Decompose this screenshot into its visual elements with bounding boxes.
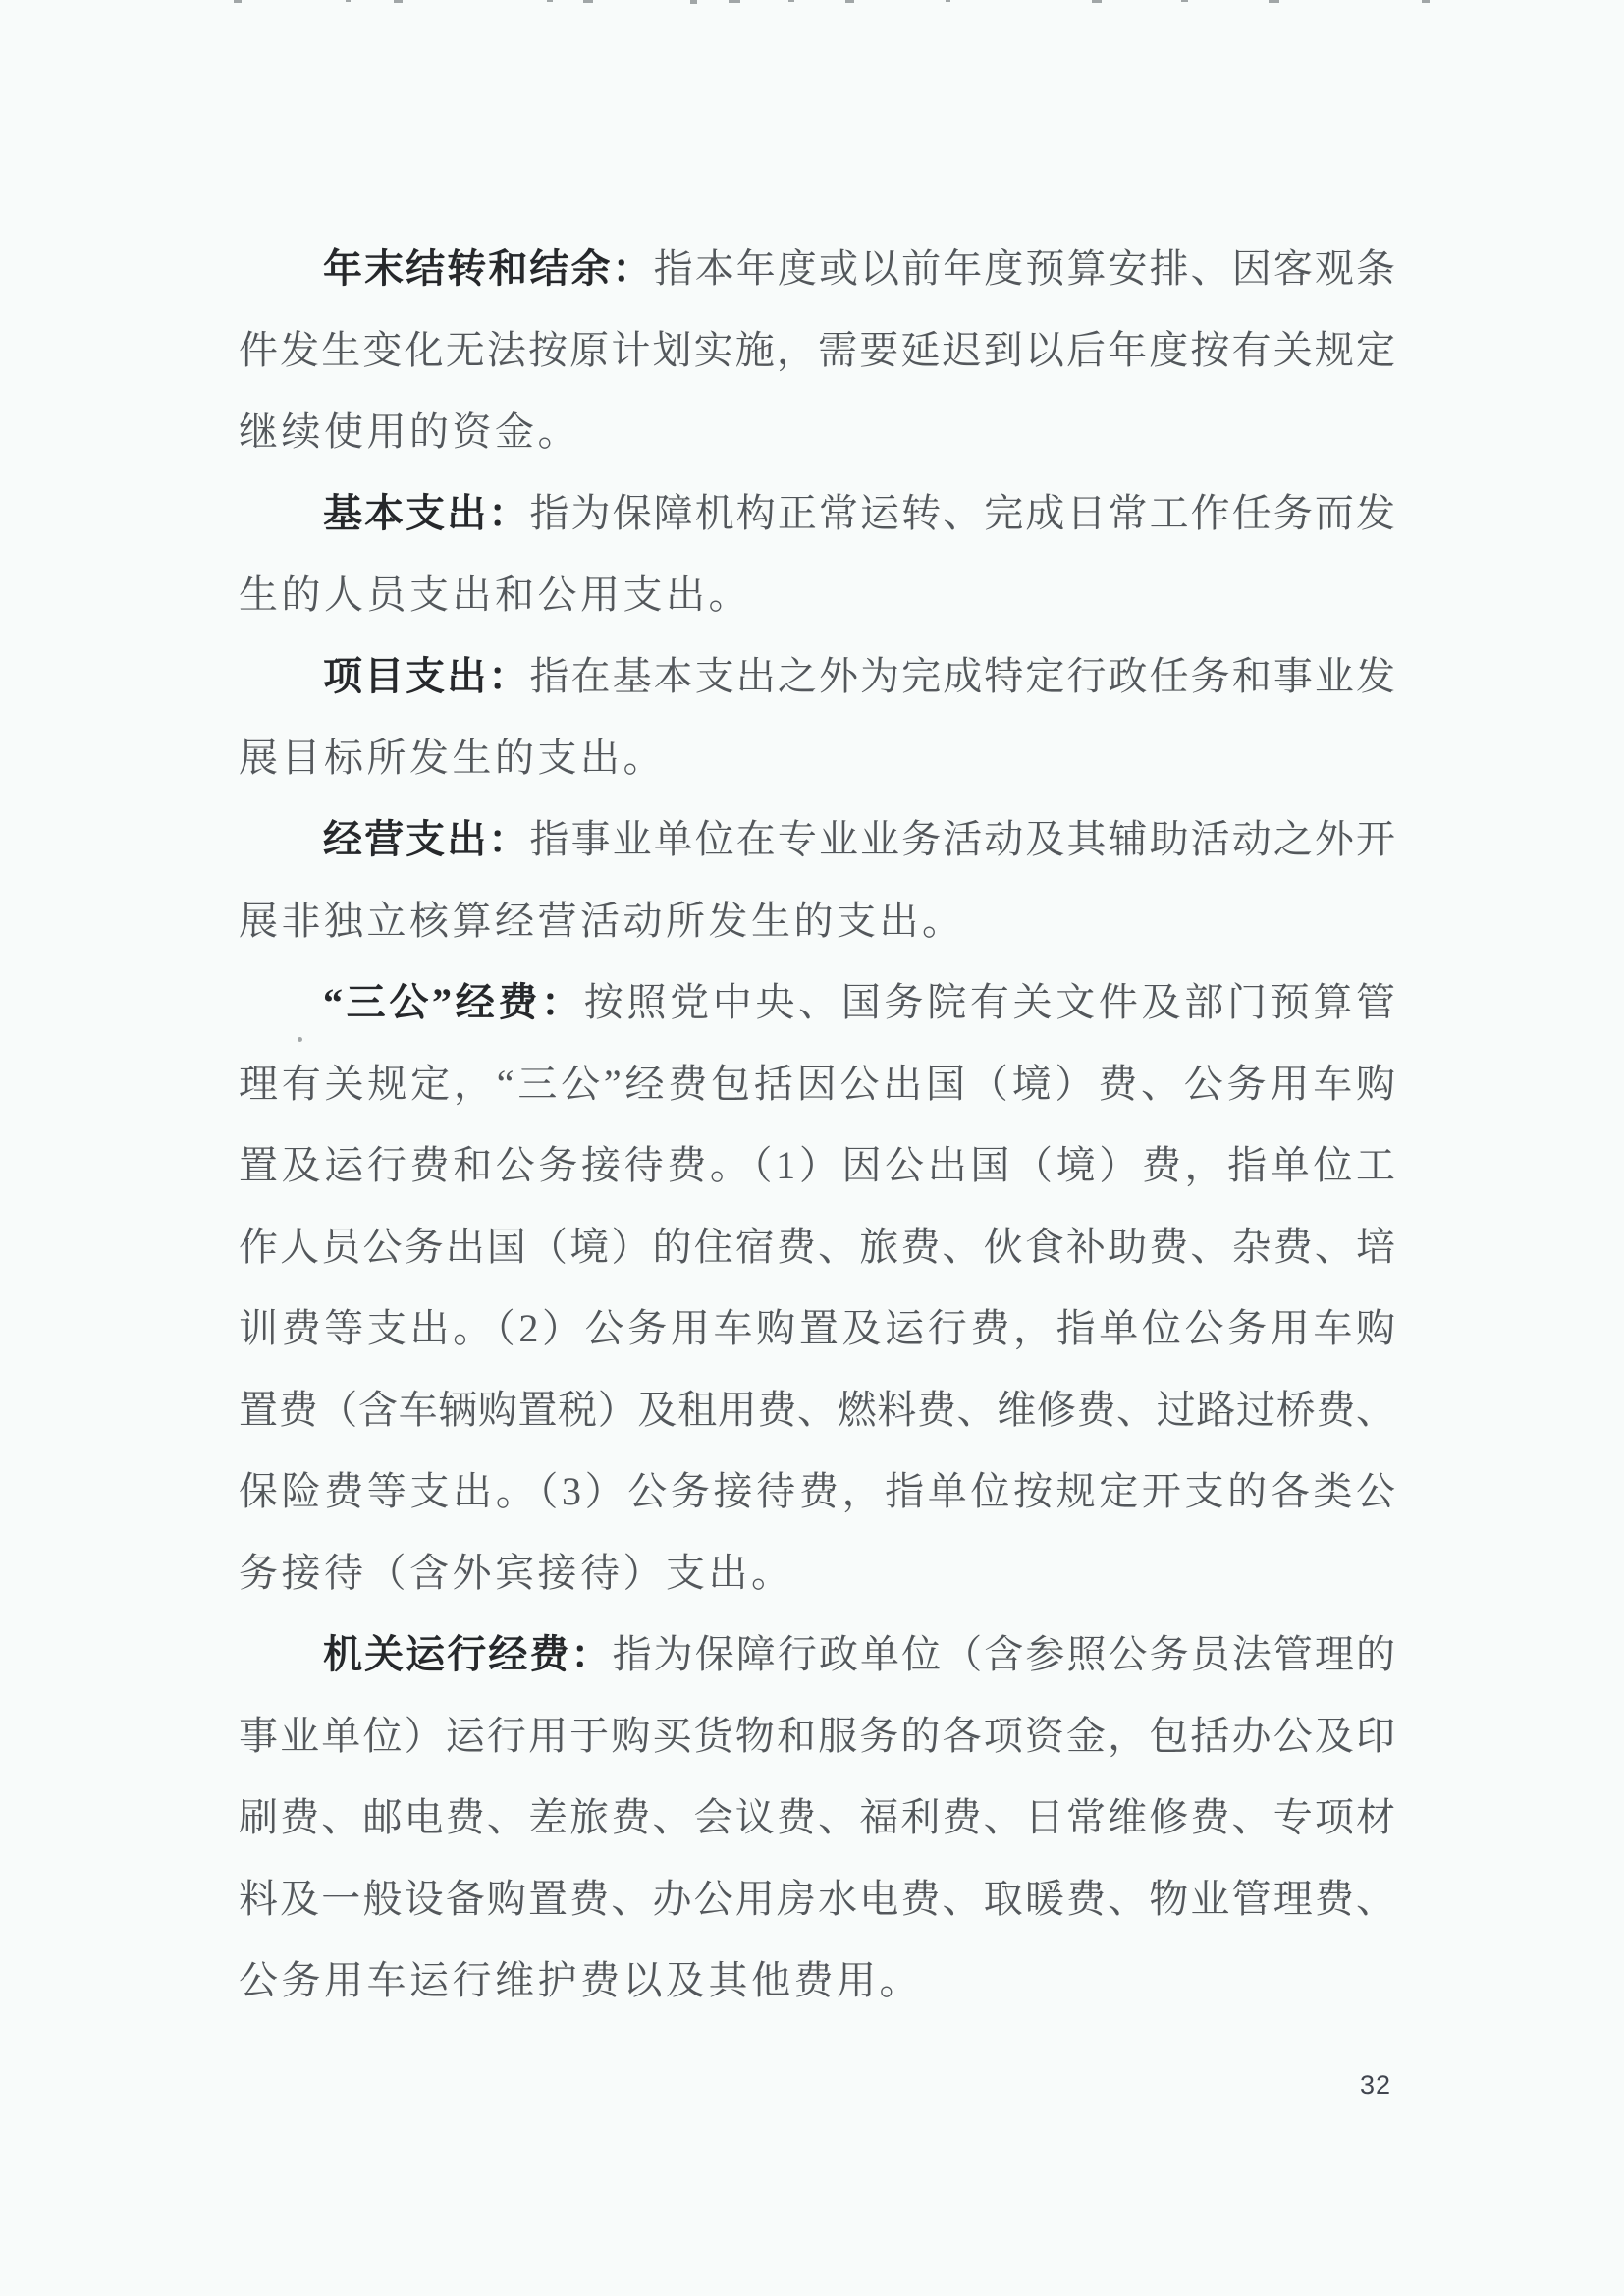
text-line <box>239 554 1395 635</box>
text-line <box>239 1043 1395 1124</box>
text-line <box>239 1450 1395 1532</box>
line-text: 指在基本支出之外为完成特定行政任务和事业发 <box>529 654 1395 698</box>
term-label: 年末结转和结余： <box>323 246 654 291</box>
line-text: 指本年度或以前年度预算安排、因客观条 <box>653 246 1395 291</box>
scan-edge-artifacts <box>0 0 1624 8</box>
text-line <box>239 1369 1395 1450</box>
text-line <box>239 1777 1395 1858</box>
line-text: 训费等支出。（2）公务用车购置及运行费，指单位公务用车购 <box>239 1306 1395 1350</box>
line-text: 指为保障机构正常运转、完成日常工作任务而发 <box>529 491 1395 535</box>
line-text: 指为保障行政单位（含参照公务员法管理的 <box>612 1632 1395 1676</box>
line-text: 展非独立核算经营活动所发生的支出。 <box>239 899 965 943</box>
term-label: “三公”经费： <box>323 980 584 1024</box>
line-text: 置及运行费和公务接待费。（1）因公出国（境）费，指单位工 <box>239 1143 1395 1187</box>
term-label: 经营支出： <box>323 817 530 861</box>
line-text: 理有关规定，“三公”经费包括因公出国（境）费、公务用车购 <box>239 1062 1395 1106</box>
text-line <box>239 880 1395 961</box>
text-line <box>239 228 1395 309</box>
line-text: 事业单位）运行用于购买货物和服务的各项资金，包括办公及印 <box>239 1714 1395 1758</box>
line-text: 指事业单位在专业业务活动及其辅助活动之外开 <box>529 817 1395 861</box>
line-text: 务接待（含外宾接待）支出。 <box>239 1551 794 1595</box>
term-label: 基本支出： <box>323 491 530 535</box>
text-line <box>239 1858 1395 1940</box>
term-label: 项目支出： <box>323 654 530 698</box>
text-line <box>239 1287 1395 1369</box>
text-line <box>239 717 1395 798</box>
line-text: 料及一般设备购置费、办公用房水电费、取暖费、物业管理费、 <box>239 1877 1395 1921</box>
text-line <box>239 309 1395 391</box>
line-text: 继续使用的资金。 <box>239 410 580 454</box>
line-text: 置费（含车辆购置税）及租用费、燃料费、维修费、过路过桥费、 <box>239 1388 1395 1432</box>
term-label: 机关运行经费： <box>323 1632 613 1676</box>
page-number: 32 <box>1360 2070 1392 2100</box>
text-line <box>239 472 1395 554</box>
line-text: 公务用车运行维护费以及其他费用。 <box>239 1958 922 2002</box>
line-text: 展目标所发生的支出。 <box>239 736 666 780</box>
line-text: 作人员公务出国（境）的住宿费、旅费、伙食补助费、杂费、培 <box>239 1225 1395 1269</box>
text-line <box>239 1206 1395 1287</box>
text-line <box>239 798 1395 880</box>
text-line <box>239 1124 1395 1206</box>
text-line <box>239 1940 1395 2021</box>
text-line <box>239 1613 1395 1695</box>
line-text: 刷费、邮电费、差旅费、会议费、福利费、日常维修费、专项材 <box>239 1795 1395 1839</box>
line-text: 保险费等支出。（3）公务接待费，指单位按规定开支的各类公 <box>239 1469 1395 1513</box>
text-line <box>239 635 1395 717</box>
text-line <box>239 1532 1395 1613</box>
line-text: 生的人员支出和公用支出。 <box>239 573 751 617</box>
line-text: 件发生变化无法按原计划实施，需要延迟到以后年度按有关规定 <box>239 328 1395 372</box>
text-block <box>239 228 1395 2021</box>
scan-speck <box>298 1037 302 1042</box>
text-line <box>239 961 1395 1043</box>
text-line <box>239 391 1395 472</box>
text-line <box>239 1695 1395 1777</box>
line-text: 按照党中央、国务院有关文件及部门预算管 <box>583 980 1395 1024</box>
